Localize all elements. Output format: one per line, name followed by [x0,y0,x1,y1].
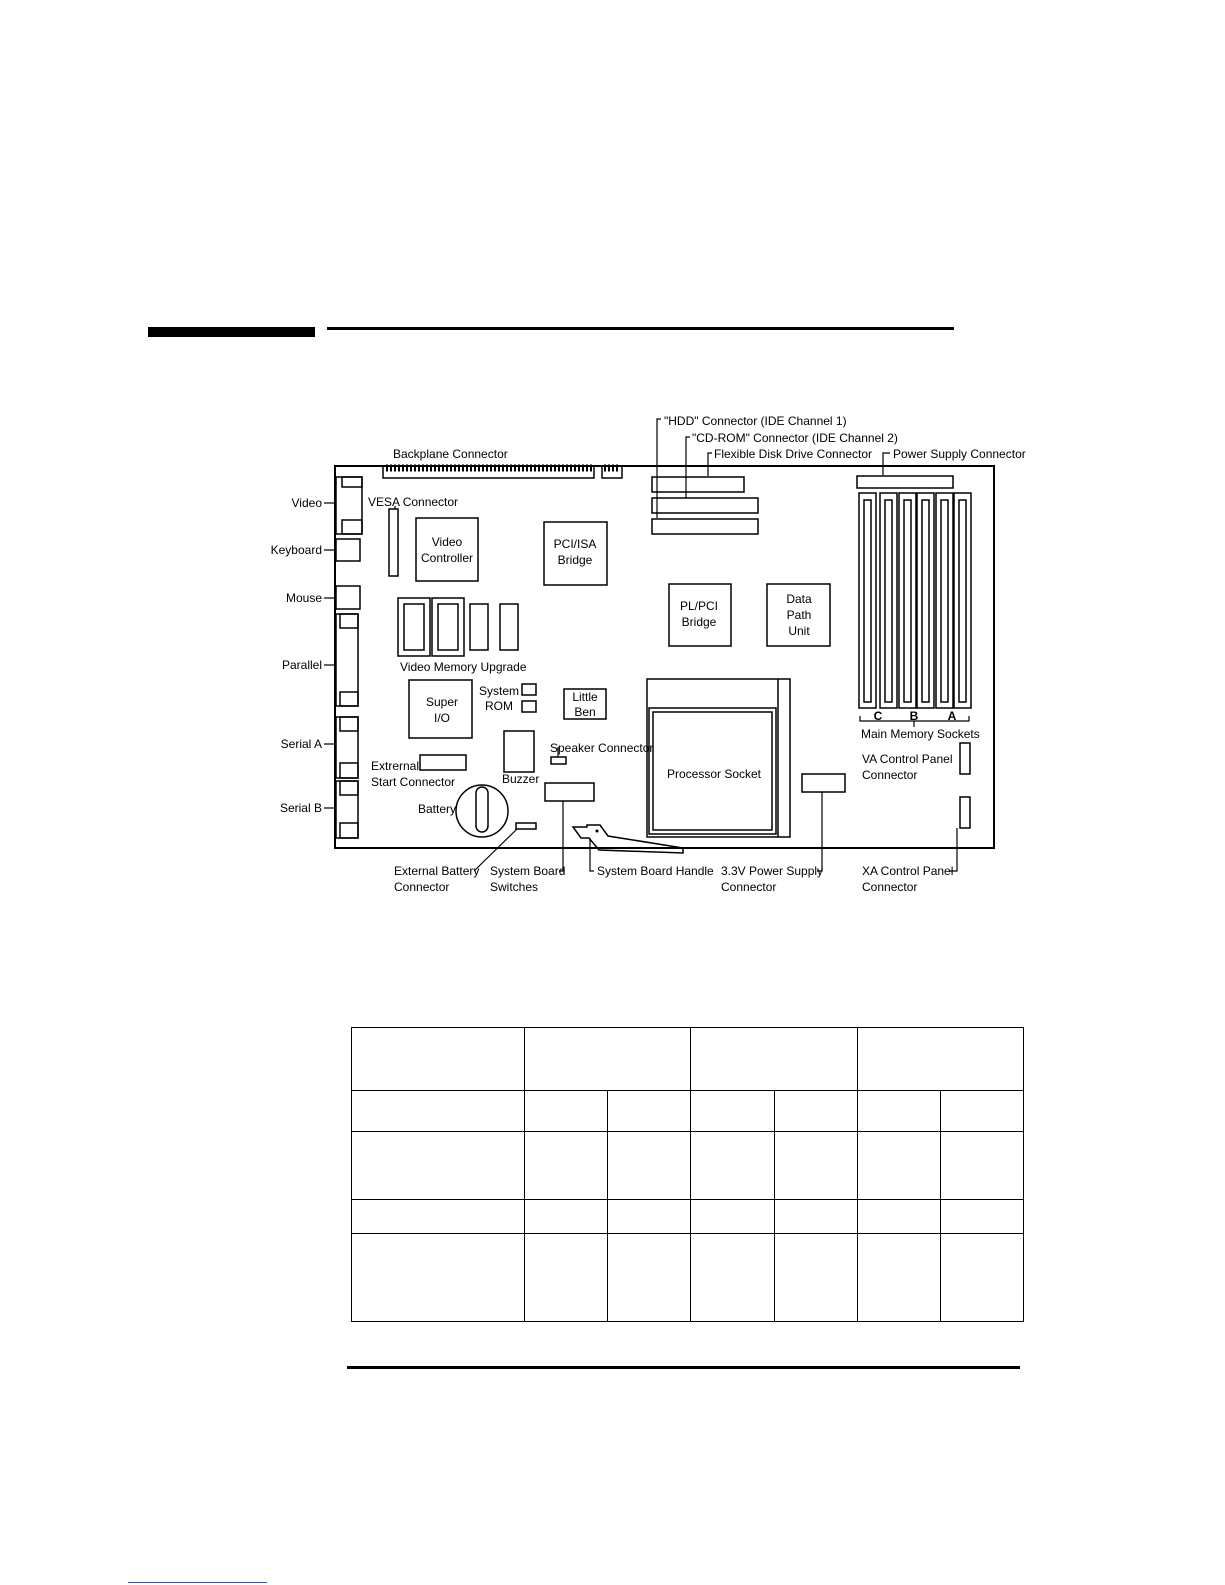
board-outline [335,466,994,848]
label-mem-c: C [873,709,883,723]
bottom-rule [347,1366,1020,1369]
table-cell [941,1200,1024,1234]
table-row [352,1028,1024,1091]
table-cell [858,1028,1024,1091]
label-system-rom-1: System [478,684,520,698]
table-row [352,1234,1024,1322]
label-video-memory: Video Memory Upgrade [400,660,527,674]
label-parallel: Parallel [281,658,322,672]
label-little-ben-2: Ben [574,705,596,719]
table-cell [525,1028,691,1091]
label-ext-battery-2: Connector [394,880,450,894]
table-cell [352,1234,525,1322]
label-hdd: "HDD" Connector (IDE Channel 1) [664,414,847,428]
table-cell [775,1091,858,1132]
label-data-path-1: Data [786,592,812,606]
table-cell [608,1234,691,1322]
table-cell [691,1234,775,1322]
table-cell [858,1200,941,1234]
table-cell [608,1200,691,1234]
label-ext-battery-1: External Battery [394,864,480,878]
table-cell [691,1132,775,1200]
label-vesa: VESA Connector [368,495,459,509]
table-row [352,1200,1024,1234]
table-cell [691,1091,775,1132]
table-cell [352,1132,525,1200]
table-cell [775,1234,858,1322]
label-pl-pci-1: PL/PCI [679,599,719,613]
label-speaker: Speaker Connector [550,741,654,755]
table-cell [941,1132,1024,1200]
label-power-supply: Power Supply Connector [893,447,1026,461]
label-data-path-3: Unit [788,624,810,638]
table-cell [858,1091,941,1132]
label-power-33v-2: Connector [721,880,777,894]
label-pl-pci-2: Bridge [681,615,717,629]
table-cell [352,1091,525,1132]
label-processor: Processor Socket [666,767,762,781]
table-cell [525,1200,608,1234]
label-video-controller-1: Video [431,535,463,549]
label-main-memory: Main Memory Sockets [861,727,980,741]
table-cell [608,1132,691,1200]
label-ext-start-2: Start Connector [371,775,456,789]
label-system-rom-2: ROM [485,699,513,713]
label-pci-isa-2: Bridge [557,553,593,567]
table-cell [352,1200,525,1234]
label-cdrom: "CD-ROM" Connector (IDE Channel 2) [692,431,898,445]
label-keyboard: Keyboard [270,543,322,557]
label-xa-control-1: XA Control Panel [862,864,954,878]
table-cell [352,1028,525,1091]
label-buzzer: Buzzer [502,772,540,786]
label-xa-control-2: Connector [862,880,918,894]
label-mem-b: B [909,709,919,723]
footer-link-underline [128,1582,267,1583]
label-serial-a: Serial A [280,737,322,751]
label-sb-switches-2: Switches [490,880,539,894]
table-cell [775,1132,858,1200]
spec-table [351,1027,1024,1322]
label-mouse: Mouse [285,591,322,605]
label-va-control-1: VA Control Panel [862,752,953,766]
table-row [352,1091,1024,1132]
label-serial-b: Serial B [279,801,322,815]
table-cell [858,1132,941,1200]
label-power-33v-1: 3.3V Power Supply [721,864,824,878]
table-cell [941,1091,1024,1132]
label-sb-handle: System Board Handle [597,864,714,878]
table-cell [691,1028,858,1091]
table-cell [525,1091,608,1132]
label-sb-switches-1: System Board [490,864,566,878]
label-battery: Battery [418,802,457,816]
table-cell [775,1200,858,1234]
table-cell [858,1234,941,1322]
label-video-controller-2: Controller [420,551,474,565]
table-cell [525,1234,608,1322]
label-video: Video [291,496,322,510]
label-backplane: Backplane Connector [393,447,508,461]
label-ext-start-1: Extrernal [371,759,420,773]
table-cell [608,1091,691,1132]
label-floppy: Flexible Disk Drive Connector [714,447,873,461]
table-cell [525,1132,608,1200]
label-data-path-2: Path [786,608,812,622]
label-super-io-2: I/O [433,711,451,725]
label-little-ben-1: Little [572,690,598,704]
label-super-io-1: Super [425,695,459,709]
table-cell [941,1234,1024,1322]
table-row [352,1132,1024,1200]
label-va-control-2: Connector [862,768,918,782]
table-cell [691,1200,775,1234]
label-pci-isa-1: PCI/ISA [553,537,597,551]
label-mem-a: A [947,709,957,723]
